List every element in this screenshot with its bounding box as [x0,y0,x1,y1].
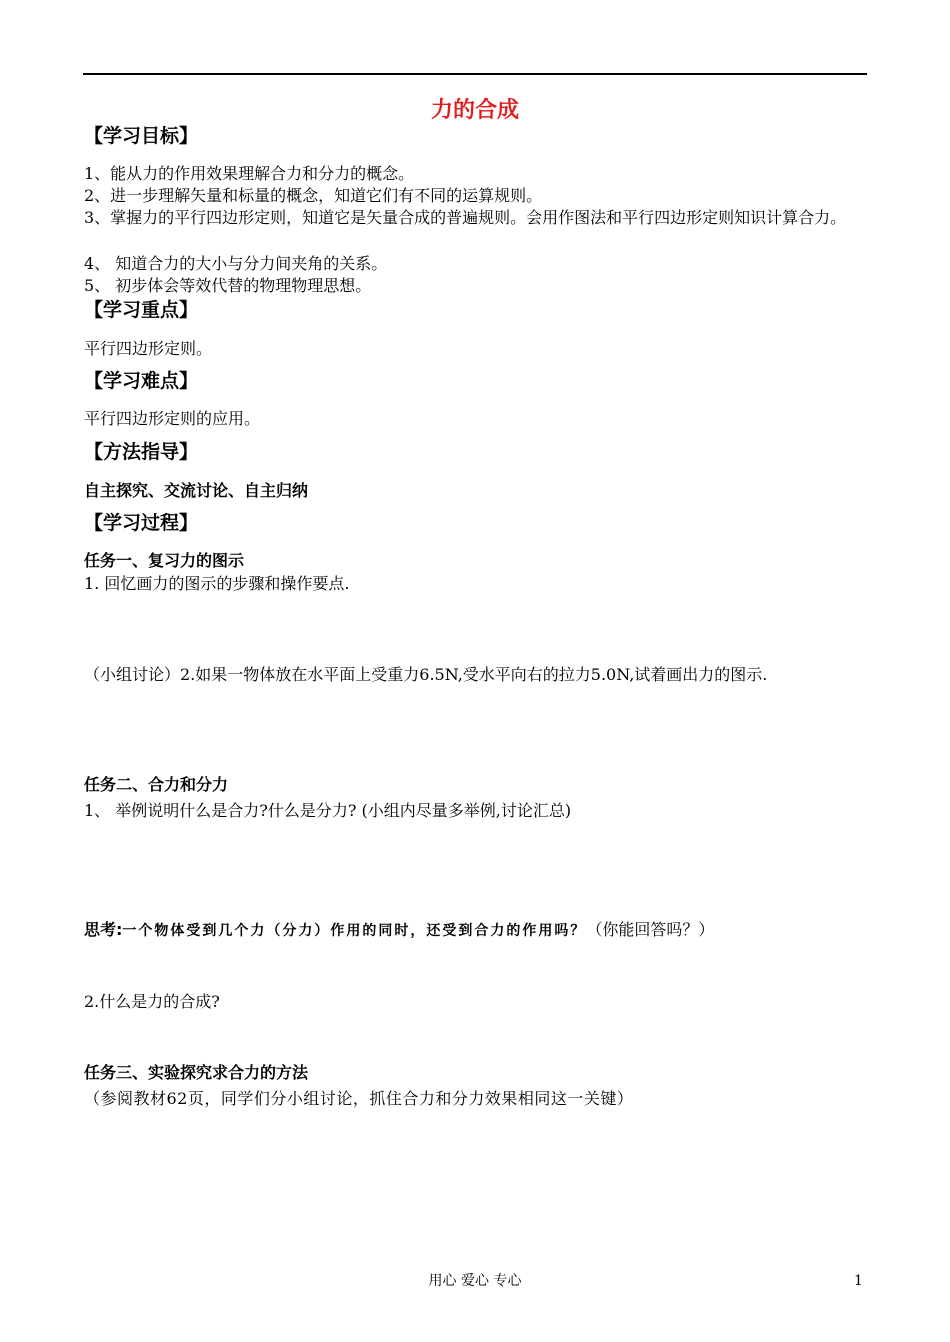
goal-item-3: 3、掌握力的平行四边形定则，知道它是矢量合成的普遍规则。会用作图法和平行四边形定则知识计算合力。 [84,208,847,227]
header-rule [83,73,867,75]
goal-item-1: 1、能从力的作用效果理解合力和分力的概念。 [84,164,415,183]
think-tail: （你能回答吗？） [586,920,715,939]
process-heading: 【学习过程】 [84,512,199,534]
goal-item-2: 2、进一步理解矢量和标量的概念，知道它们有不同的运算规则。 [84,186,543,205]
task3-heading: 任务三、实验探究求合力的方法 [84,1063,309,1082]
goals-heading: 【学习目标】 [84,125,199,147]
task1-heading: 任务一、复习力的图示 [84,551,245,570]
footer-motto: 用心 爱心 专心 [428,1273,522,1289]
difficulty-heading: 【学习难点】 [84,370,199,392]
key-heading: 【学习重点】 [84,299,199,321]
task1-question-2: （小组讨论）2.如果一物体放在水平面上受重力6.5N,受水平向右的拉力5.0N,试着画出力的图示. [84,665,768,684]
key-text: 平行四边形定则。 [84,339,213,358]
goal-item-5: 5、 初步体会等效代替的物理物理思想。 [84,276,372,295]
method-text: 自主探究、交流讨论、自主归纳 [84,481,309,500]
page-number: 1 [854,1273,863,1289]
task3-note: （参阅教材62页，同学们分小组讨论，抓住合力和分力效果相同这一关键） [84,1089,634,1108]
method-heading: 【方法指导】 [84,441,199,463]
task2-question-2: 2.什么是力的合成? [84,992,220,1011]
difficulty-text: 平行四边形定则的应用。 [84,409,261,428]
document-title: 力的合成 [430,98,519,123]
think-question: 一个物体受到几个力（分力）作用的同时，还受到合力的作用吗？ [122,923,587,939]
think-label: 思考: [84,920,123,939]
task1-question-1: 1. 回忆画力的图示的步骤和操作要点. [84,574,350,593]
task2-question-1: 1、 举例说明什么是合力?什么是分力? (小组内尽量多举例,讨论汇总) [84,801,572,820]
goal-item-4: 4、 知道合力的大小与分力间夹角的关系。 [84,254,388,273]
task2-heading: 任务二、合力和分力 [84,775,229,794]
think-line [84,919,714,942]
